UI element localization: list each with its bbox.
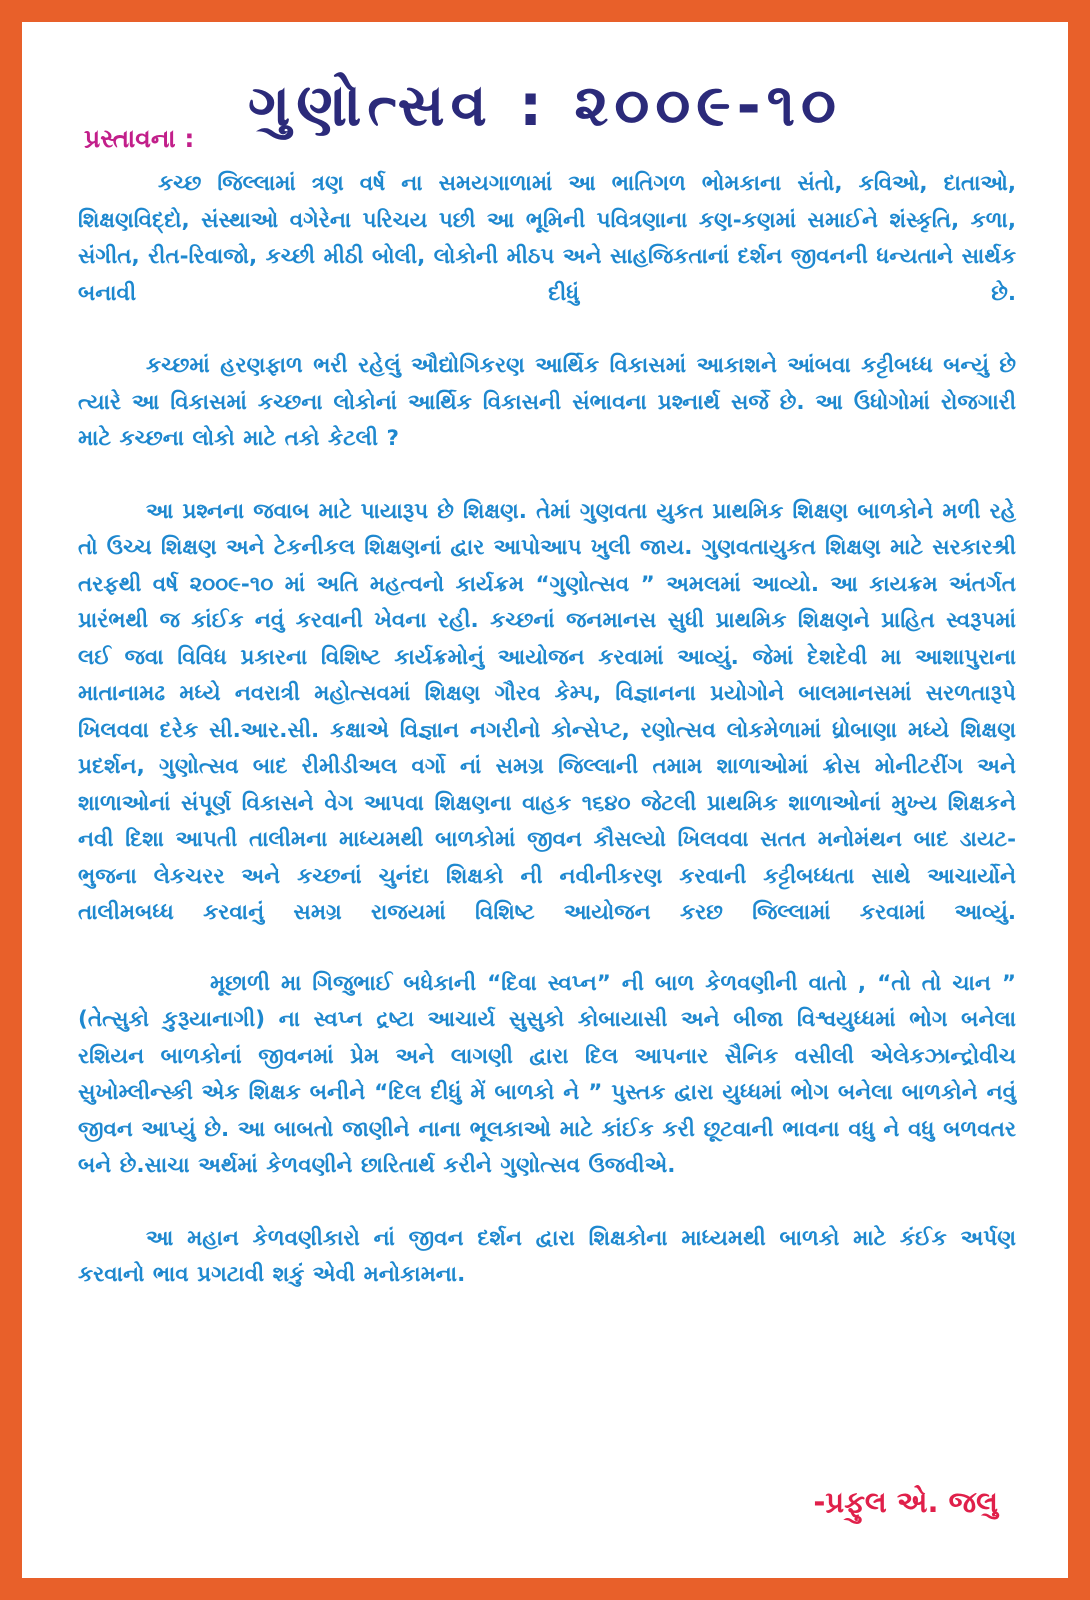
paragraph-closing-wish: આ મહાન કેળવણીકારો નાં જીવન દર્શન દ્વારા શિક્ષકોના માધ્યમથી બાળકો માટે કંઈક અર્પણ કરવાનો ભાવ પ્રગટાવી શકું એવી મનોકામના.	[78, 1225, 1016, 1287]
paragraph-educators: મૂછાળી મા ગિજુભાઈ બધેકાની “દિવા સ્વપ્ન” ની બાળ કેળવણીની વાતો , “તો તો ચાન ” (તેત્સુકો કુરૂયાનાગી) ના સ્વપ્ન દ્રષ્ટા આચાર્ય સુસુકો કોબાયાસી અને બીજા વિશ્વયુધ્ધમાં ભોગ બનેલા રશિયન બાળકોનાં જીવનમાં પ્રેમ અને લાગણી દ્વારા દિલ આપનાર સૈનિક વસીલી એલેકઝાન્દ્રોવીચ સુખોમ્લીન્સ્કી એક શિક્ષક બનીને “દિલ દીધું મેં બાળકો ને ” પુસ્તક દ્વારા યુધ્ધમાં ભોગ બનેલા બાળકોને નવું જીવન આપ્યું છે. આ બાબતો જાણીને નાના ભૂલકાઓ માટે કાંઈક કરી છૂટવાની ભાવના વધુ ને વધુ બળવતર બને છે.સાચા અર્થમાં કેળવણીને છારિતાર્થ કરીને ગુણોત્સવ ઉજવીએ.	[78, 970, 1016, 1178]
paragraph-intro: કચ્છ જિલ્લામાં ત્રણ વર્ષ ના સમયગાળામાં આ ભાતિગળ ભોમકાના સંતો, કવિઓ, દાતાઓ, શિક્ષણવિદ્દો, સંસ્થાઓ વગેરેના પરિચય પછી આ ભૂમિની પવિત્રણાના કણ-કણમાં સમાઈને શંસ્કૃતિ, કળા, સંગીત, રીત-રિવાજો, કચ્છી મીઠી બોલી, લોકોની મીઠપ અને સાહજિકતાનાં દર્શન જીવનની ધન્યતાને સાર્થક બનાવી દીધું છે.	[78, 171, 1016, 306]
author-signature: -પ્રફુલ એ. જલુ	[813, 1485, 998, 1519]
section-heading: પ્રસ્તાવના :	[84, 124, 195, 153]
document-body	[78, 166, 1016, 1294]
paragraph-gunotsav-programme: આ પ્રશ્નના જવાબ માટે પાયારૂપ છે શિક્ષણ. તેમાં ગુણવતા યુકત પ્રાથમિક શિક્ષણ બાળકોને મળી રહે તો ઉચ્ચ શિક્ષણ અને ટેકનીકલ શિક્ષણનાં દ્વાર આપોઆપ ખુલી જાય. ગુણવતાયુકત શિક્ષણ માટે સરકારશ્રી તરફથી વર્ષ ૨૦૦૯-૧૦ માં અતિ મહત્વનો કાર્યક્રમ “ગુણોત્સવ ” અમલમાં આવ્યો. આ કાયક્રમ અંતર્ગત પ્રારંભથી જ કાંઈક નવું કરવાની ખેવના રહી. કચ્છનાં જનમાનસ સુધી પ્રાથમિક શિક્ષણને પ્રાહિત સ્વરૂપમાં લઈ જવા વિવિધ પ્રકારના વિશિષ્ટ કાર્યક્રમોનું આયોજન કરવામાં આવ્યું. જેમાં દેશદેવી મા આશાપુરાના માતાનામઢ મધ્યે નવરાત્રી મહોત્સવમાં શિક્ષણ ગૌરવ કેમ્પ, વિજ્ઞાનના પ્રયોગોને બાલમાનસમાં સરળતારૂપે ખિલવવા દરેક સી.આર.સી. કક્ષાએ વિજ્ઞાન નગરીનો કોન્સેપ્ટ, રણોત્સવ લોકમેળામાં ધ્રોબાણા મધ્યે શિક્ષણ પ્રદર્શન, ગુણોત્સવ બાદ રીમીડીઅલ વર્ગો નાં સમગ્ર જિલ્લાની તમામ શાળાઓમાં ક્રોસ મોનીટરીંગ અને શાળાઓનાં સંપૂર્ણ વિકાસને વેગ આપવા શિક્ષણના વાહક ૧૬૪૦ જેટલી પ્રાથમિક શાળાઓનાં મુખ્ય શિક્ષકને નવી દિશા આપતી તાલીમના માધ્યમથી બાળકોમાં જીવન કૌસલ્યો ખિલવવા સતત મનોમંથન બાદ ડાયટ-ભુજના લેકચરર અને કચ્છનાં ચુનંદા શિક્ષકો ની નવીનીકરણ કરવાની કટ્ટીબધ્ધતા સાથે આચાર્યોને તાલીમબધ્ધ કરવાનું સમગ્ર રાજયમાં વિશિષ્ટ આયોજન કરછ જિલ્લામાં કરવામાં આવ્યું.	[78, 498, 1016, 925]
page-title: ગુણોત્સવ : ૨૦૦૯-૧૦	[248, 70, 842, 139]
paragraph-industrialization: કચ્છમાં હરણફાળ ભરી રહેલું ઔદ્યોગિકરણ આર્થિક વિકાસમાં આકાશને આંબવા કટ્ટીબધ્ધ બન્યું છે ત્યારે આ વિકાસમાં કચ્છના લોકોનાં આર્થિક વિકાસની સંભાવના પ્રશ્નાર્થ સર્જે છે. આ ઉધોગોમાં રોજગારી માટે કચ્છના લોકો માટે તકો કેટલી ?	[78, 353, 1016, 451]
